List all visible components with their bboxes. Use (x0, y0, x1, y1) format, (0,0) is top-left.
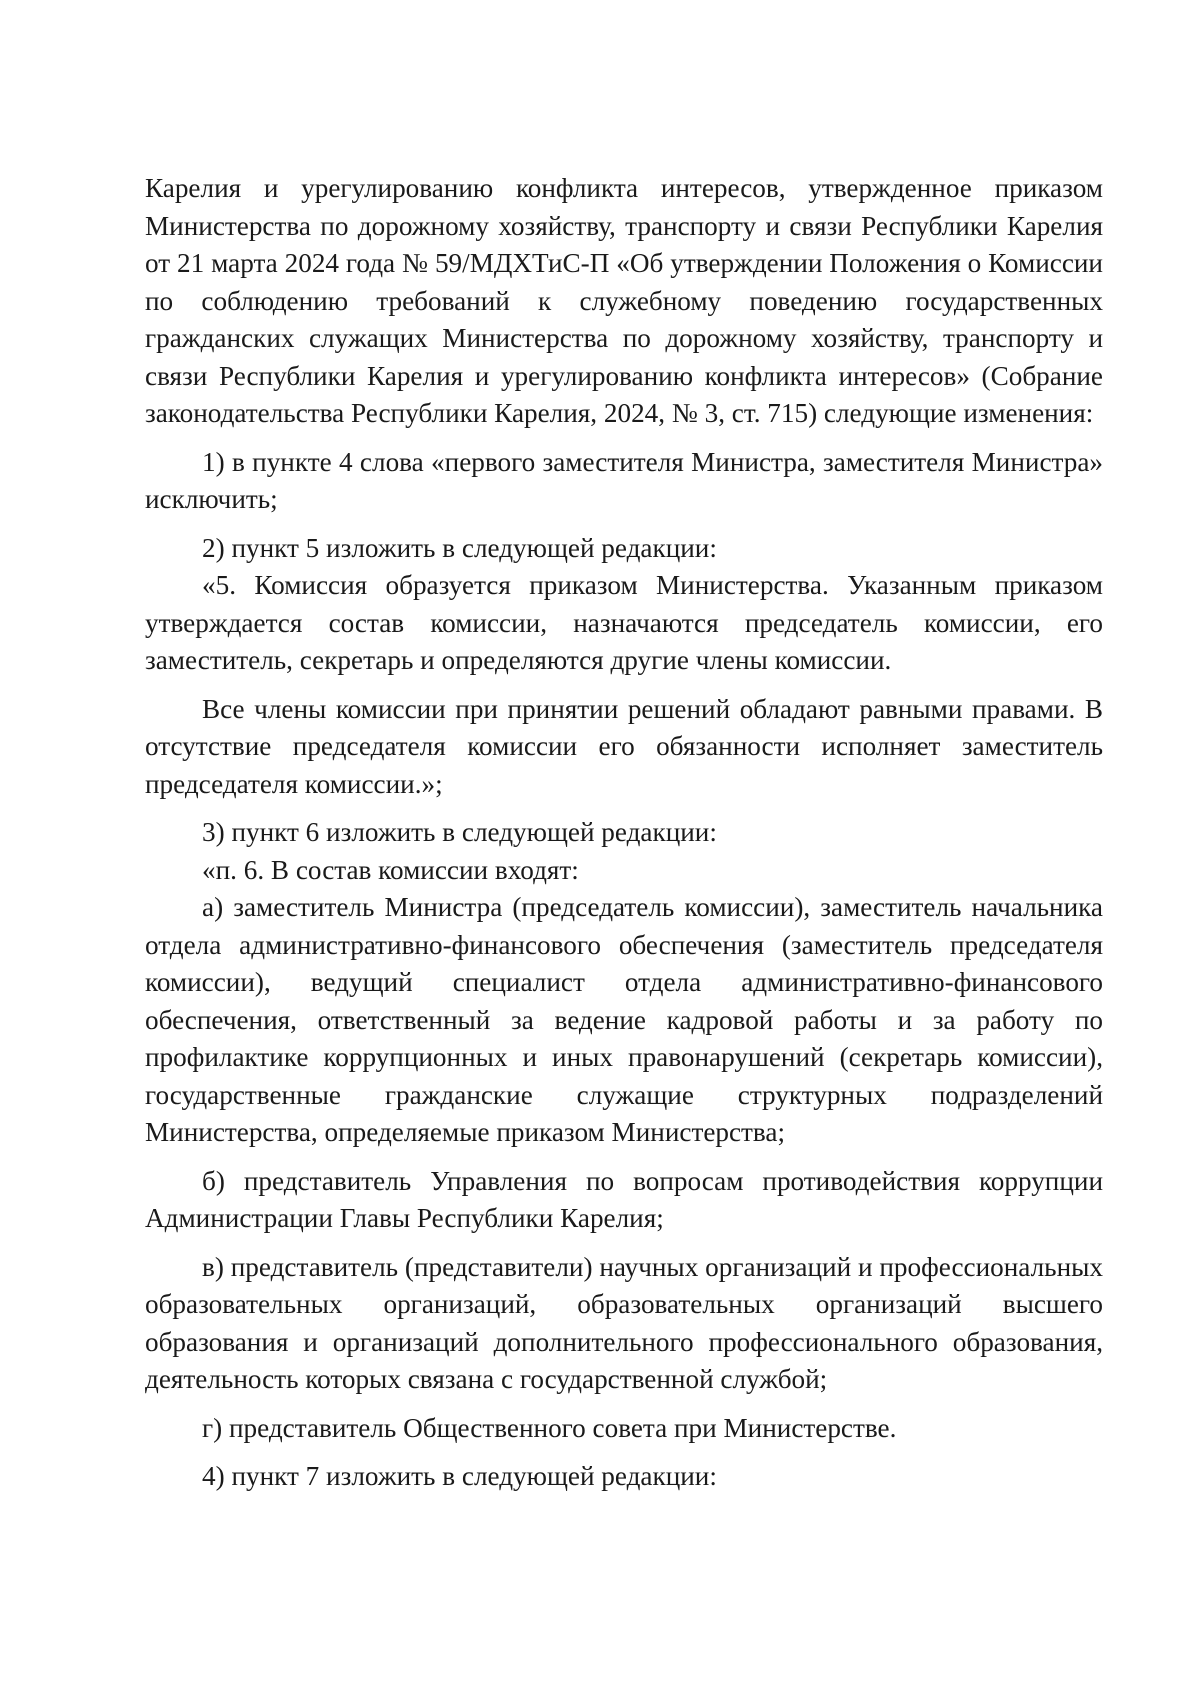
paragraph-clause-6: «п. 6. В состав комиссии входят: (202, 854, 579, 885)
paragraph-item-1: 1) в пункте 4 слова «первого заместителя Министра, заместителя Министра» исключить; (145, 446, 1103, 514)
paragraph-clause-5: «5. Комиссия образуется приказом Министерства. Указанным приказом утверждается состав комиссии, назначаются председатель комиссии, его заместитель, секретарь и определяются другие члены комиссии. (145, 570, 1103, 675)
paragraph-item-2: 2) пункт 5 изложить в следующей редакции: (202, 532, 717, 563)
paragraph-clause-5-cont: Все члены комиссии при принятии решений обладают равными правами. В отсутствие председателя комиссии его обязанности исполняет заместитель председателя комиссии.»; (145, 693, 1103, 799)
paragraph-subitem-a: а) заместитель Министра (председатель комиссии), заместитель начальника отдела административно-финансового обеспечения (заместитель председателя комиссии), ведущий специалист отдела административно-финансового обеспечения, ответственный за ведение кадровой работы и за работу по профилактике коррупционных и иных правонарушений (секретарь комиссии), государственные гражданские служащие структурных подразделений Министерства, определяемые приказом Министерства; (145, 892, 1103, 1147)
paragraph-intro: Карелия и урегулированию конфликта интересов, утвержденное приказом Министерства по дорожному хозяйству, транспорту и связи Республики Карелия от 21 марта 2024 года № 59/МДХТиС-П «Об утверждении Положения о Комиссии по соблюдению требований к служебному поведению государственных гражданских служащих Министерства по дорожному хозяйству, транспорту и связи Республики Карелия и урегулированию конфликта интересов» (Собрание законодательства Республики Карелия, 2024, № 3, ст. 715) следующие изменения: (145, 173, 1103, 428)
paragraph-subitem-g: г) представитель Общественного совета при Министерстве. (202, 1412, 897, 1443)
paragraph-item-4: 4) пункт 7 изложить в следующей редакции: (202, 1461, 717, 1491)
paragraph-subitem-b: б) представитель Управления по вопросам противодействия коррупции Администрации Главы Республики Карелия; (145, 1165, 1103, 1233)
document-page (145, 170, 1103, 1496)
paragraph-item-3: 3) пункт 6 изложить в следующей редакции: (202, 817, 717, 847)
paragraph-subitem-v: в) представитель (представители) научных организаций и профессиональных образовательных организаций, образовательных организаций высшего образования и организаций дополнительного профессионального образования, деятельность которых связана с государственной службой; (145, 1251, 1103, 1394)
